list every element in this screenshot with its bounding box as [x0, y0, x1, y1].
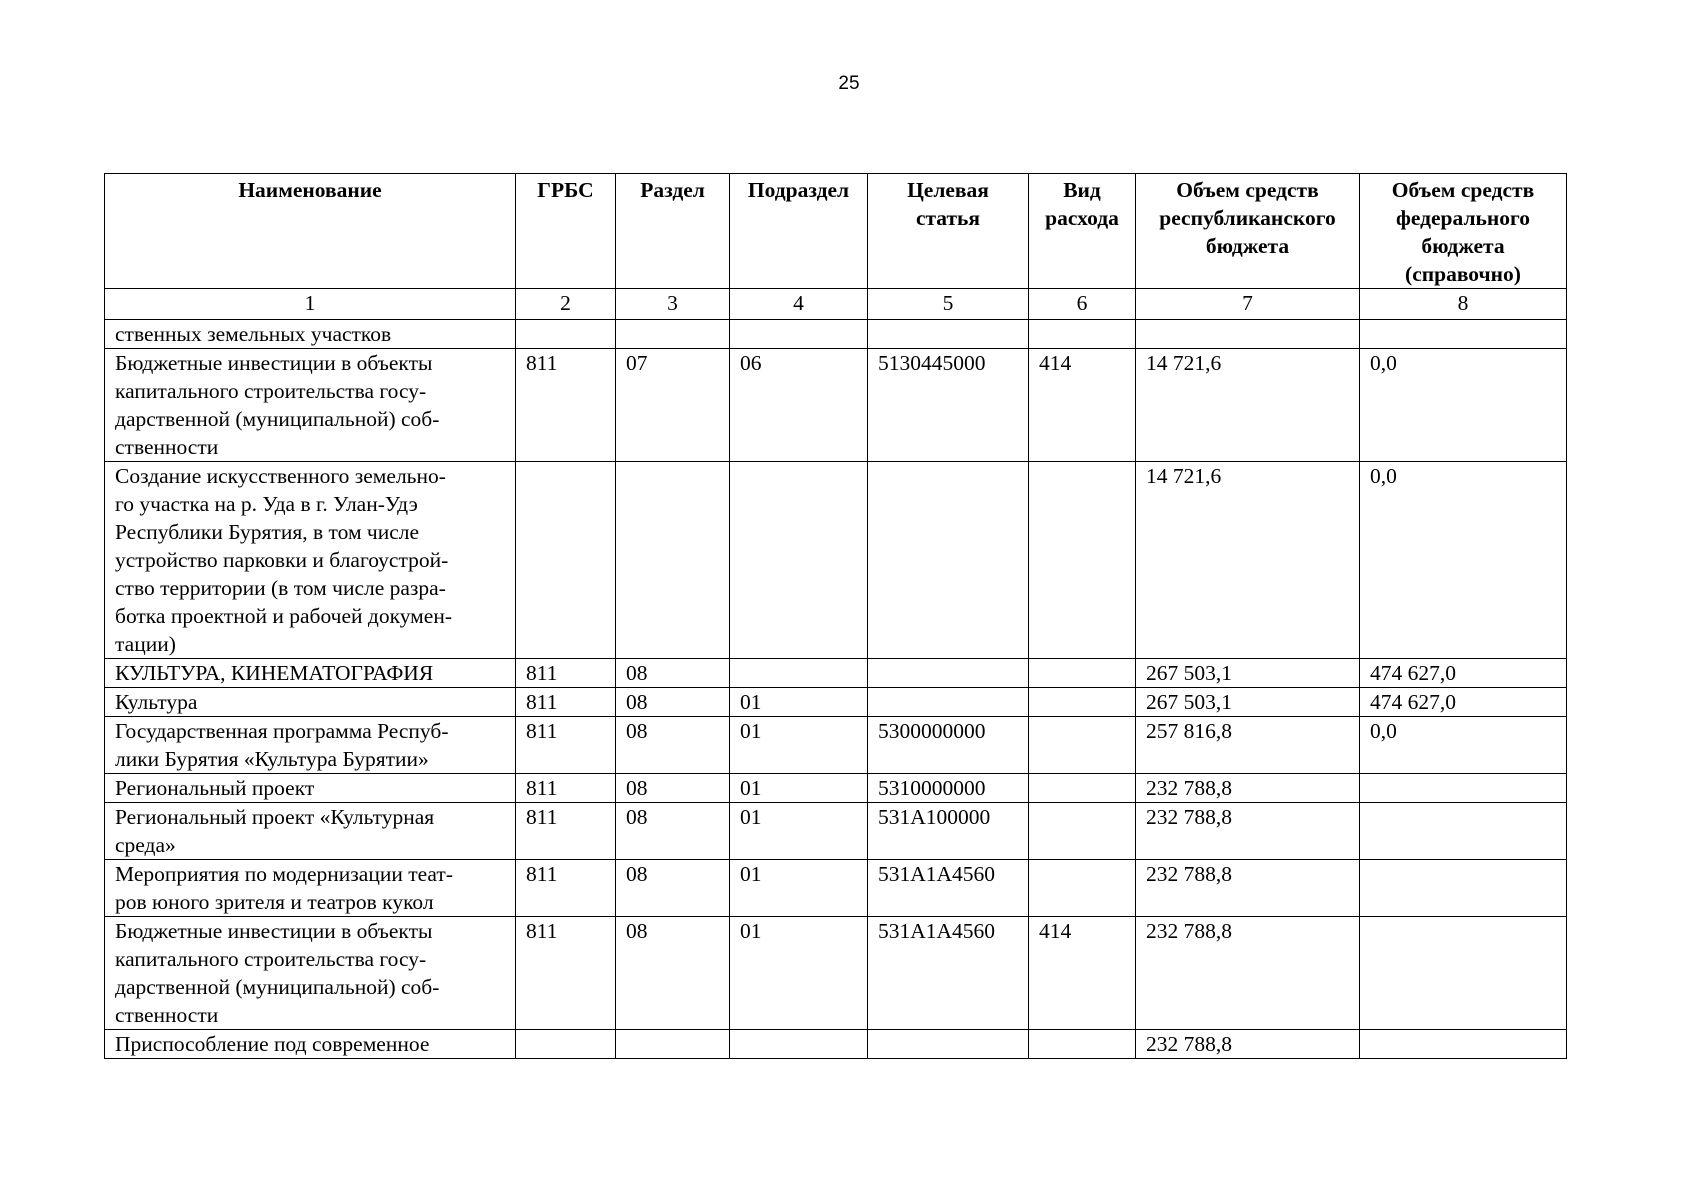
- cell-expense-type: [1029, 462, 1136, 659]
- cell-expense-type: [1029, 320, 1136, 349]
- table-row: [105, 717, 1567, 774]
- header-razdel: Раздел: [616, 174, 730, 289]
- cell-grbs: 811: [516, 717, 616, 774]
- cell-name: ственных земельных участков: [105, 320, 516, 349]
- table-row: [105, 688, 1567, 717]
- table-row: [105, 462, 1567, 659]
- cell-razdel: 08: [616, 717, 730, 774]
- cell-federal-budget: 474 627,0: [1360, 688, 1567, 717]
- cell-federal-budget: 0,0: [1360, 717, 1567, 774]
- cell-expense-type: 414: [1029, 917, 1136, 1030]
- cell-republic-budget: 257 816,8: [1136, 717, 1360, 774]
- header-target-article: Целевая статья: [868, 174, 1029, 289]
- cell-republic-budget: 267 503,1: [1136, 659, 1360, 688]
- cell-podrazdel: 01: [730, 860, 868, 917]
- cell-podrazdel: 06: [730, 349, 868, 462]
- cell-grbs: 811: [516, 349, 616, 462]
- cell-republic-budget: 232 788,8: [1136, 1030, 1360, 1059]
- cell-expense-type: [1029, 860, 1136, 917]
- cell-name: Культура: [105, 688, 516, 717]
- column-number: 3: [616, 289, 730, 320]
- cell-razdel: 08: [616, 688, 730, 717]
- cell-target-article: [868, 462, 1029, 659]
- cell-podrazdel: [730, 320, 868, 349]
- cell-podrazdel: 01: [730, 688, 868, 717]
- cell-grbs: 811: [516, 803, 616, 860]
- cell-razdel: 08: [616, 659, 730, 688]
- cell-name: Бюджетные инвестиции в объекты капитального строительства госу- дарственной (муниципальной) соб- ственности: [105, 349, 516, 462]
- cell-republic-budget: 232 788,8: [1136, 917, 1360, 1030]
- header-federal-budget: Объем средств федерального бюджета (справочно): [1360, 174, 1567, 289]
- cell-grbs: 811: [516, 774, 616, 803]
- cell-name: Государственная программа Респуб- лики Бурятия «Культура Бурятии»: [105, 717, 516, 774]
- cell-razdel: 07: [616, 349, 730, 462]
- cell-expense-type: [1029, 1030, 1136, 1059]
- cell-republic-budget: [1136, 320, 1360, 349]
- header-expense-type: Вид расхода: [1029, 174, 1136, 289]
- table-row: [105, 1030, 1567, 1059]
- cell-grbs: 811: [516, 688, 616, 717]
- table-row: [105, 659, 1567, 688]
- cell-expense-type: [1029, 688, 1136, 717]
- budget-table: [104, 173, 1567, 1059]
- cell-target-article: 5300000000: [868, 717, 1029, 774]
- cell-federal-budget: [1360, 917, 1567, 1030]
- cell-target-article: 5310000000: [868, 774, 1029, 803]
- cell-name: Мероприятия по модернизации теат- ров юного зрителя и театров кукол: [105, 860, 516, 917]
- cell-grbs: [516, 1030, 616, 1059]
- cell-name: КУЛЬТУРА, КИНЕМАТОГРАФИЯ: [105, 659, 516, 688]
- cell-razdel: 08: [616, 917, 730, 1030]
- cell-razdel: 08: [616, 774, 730, 803]
- cell-podrazdel: 01: [730, 774, 868, 803]
- cell-expense-type: [1029, 659, 1136, 688]
- column-number: 7: [1136, 289, 1360, 320]
- cell-podrazdel: 01: [730, 717, 868, 774]
- column-number: 2: [516, 289, 616, 320]
- cell-republic-budget: 14 721,6: [1136, 462, 1360, 659]
- cell-republic-budget: 232 788,8: [1136, 774, 1360, 803]
- cell-federal-budget: [1360, 860, 1567, 917]
- cell-target-article: [868, 320, 1029, 349]
- cell-razdel: [616, 1030, 730, 1059]
- cell-republic-budget: 14 721,6: [1136, 349, 1360, 462]
- header-republic-budget: Объем средств республиканского бюджета: [1136, 174, 1360, 289]
- cell-federal-budget: 474 627,0: [1360, 659, 1567, 688]
- cell-federal-budget: [1360, 320, 1567, 349]
- column-number: 5: [868, 289, 1029, 320]
- page-number: 25: [838, 73, 860, 94]
- cell-grbs: 811: [516, 659, 616, 688]
- cell-name: Создание искусственного земельно- го участка на р. Уда в г. Улан-Удэ Республики Бурятия, в том числе устройство парковки и благоустрой- ство территории (в том числе разра- ботка проектной и рабочей докумен- тации): [105, 462, 516, 659]
- table-row: [105, 320, 1567, 349]
- cell-razdel: [616, 320, 730, 349]
- cell-razdel: [616, 462, 730, 659]
- cell-razdel: 08: [616, 803, 730, 860]
- cell-podrazdel: [730, 1030, 868, 1059]
- cell-federal-budget: [1360, 803, 1567, 860]
- cell-name: Региональный проект: [105, 774, 516, 803]
- column-number: 1: [105, 289, 516, 320]
- cell-podrazdel: [730, 659, 868, 688]
- cell-target-article: 531A1A4560: [868, 917, 1029, 1030]
- cell-grbs: [516, 462, 616, 659]
- table-body: [105, 320, 1567, 1059]
- table-row: [105, 803, 1567, 860]
- cell-republic-budget: 267 503,1: [1136, 688, 1360, 717]
- table-row: [105, 349, 1567, 462]
- cell-federal-budget: [1360, 774, 1567, 803]
- header-grbs: ГРБС: [516, 174, 616, 289]
- cell-podrazdel: [730, 462, 868, 659]
- cell-federal-budget: [1360, 1030, 1567, 1059]
- cell-republic-budget: 232 788,8: [1136, 860, 1360, 917]
- cell-expense-type: [1029, 803, 1136, 860]
- cell-target-article: [868, 659, 1029, 688]
- cell-name: Региональный проект «Культурная среда»: [105, 803, 516, 860]
- cell-name: Приспособление под современное: [105, 1030, 516, 1059]
- column-number-row: [105, 289, 1567, 320]
- column-number: 4: [730, 289, 868, 320]
- cell-target-article: 5130445000: [868, 349, 1029, 462]
- column-number: 6: [1029, 289, 1136, 320]
- table-row: [105, 860, 1567, 917]
- cell-name: Бюджетные инвестиции в объекты капитального строительства госу- дарственной (муниципальной) соб- ственности: [105, 917, 516, 1030]
- cell-republic-budget: 232 788,8: [1136, 803, 1360, 860]
- table-row: [105, 774, 1567, 803]
- cell-grbs: 811: [516, 917, 616, 1030]
- cell-expense-type: [1029, 717, 1136, 774]
- cell-grbs: [516, 320, 616, 349]
- header-podrazdel: Подраздел: [730, 174, 868, 289]
- cell-expense-type: 414: [1029, 349, 1136, 462]
- header-name: Наименование: [105, 174, 516, 289]
- cell-target-article: 531A100000: [868, 803, 1029, 860]
- table-header-row: [105, 174, 1567, 289]
- cell-federal-budget: 0,0: [1360, 462, 1567, 659]
- table-row: [105, 917, 1567, 1030]
- cell-federal-budget: 0,0: [1360, 349, 1567, 462]
- cell-expense-type: [1029, 774, 1136, 803]
- cell-target-article: 531A1A4560: [868, 860, 1029, 917]
- column-number: 8: [1360, 289, 1567, 320]
- cell-podrazdel: 01: [730, 803, 868, 860]
- cell-target-article: [868, 688, 1029, 717]
- cell-podrazdel: 01: [730, 917, 868, 1030]
- cell-razdel: 08: [616, 860, 730, 917]
- cell-target-article: [868, 1030, 1029, 1059]
- cell-grbs: 811: [516, 860, 616, 917]
